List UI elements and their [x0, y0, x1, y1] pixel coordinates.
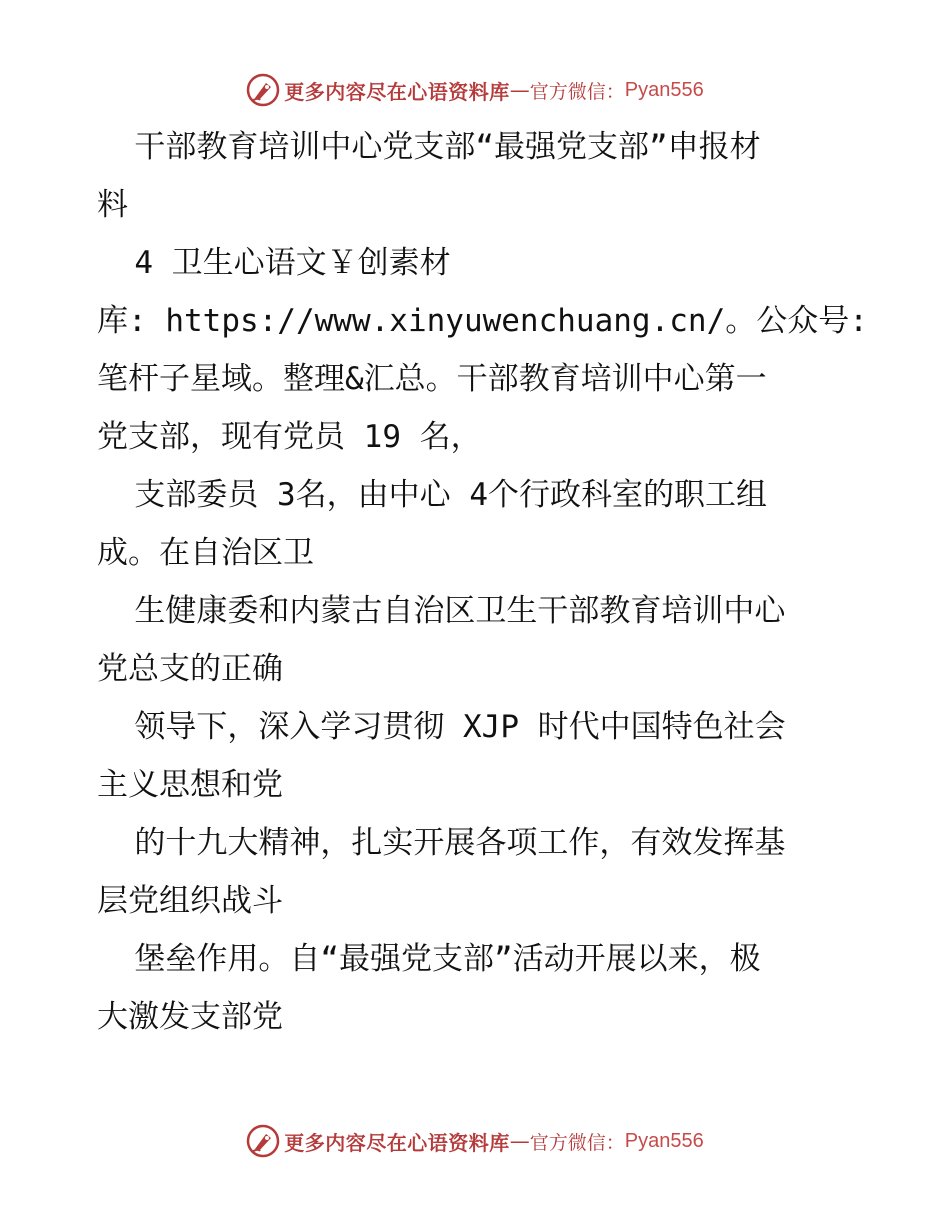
text-line: 生健康委和内蒙古自治区卫生干部教育培训中心: [97, 593, 786, 629]
banner-wechat-label: 官方微信：: [529, 80, 625, 103]
text-line: 成。在自治区卫: [97, 535, 314, 571]
banner-wechat-id: Pyan556: [624, 78, 704, 101]
text-line: 笔杆子星域。整理&汇总。干部教育培训中心第一: [97, 361, 767, 397]
banner-separator: —: [509, 78, 530, 102]
banner-wechat-label: 官方微信：: [529, 1131, 625, 1154]
document-body: [97, 118, 867, 1046]
banner-text: 更多内容尽在心语资料库: [284, 79, 510, 104]
text-line: 层党组织战斗: [97, 883, 283, 919]
text-line: 主义思想和党: [97, 767, 283, 803]
banner-text: 更多内容尽在心语资料库: [284, 1130, 510, 1155]
pen-nib-logo-icon: [246, 1124, 280, 1158]
text-line: 料: [97, 187, 128, 223]
header-watermark-banner: [0, 70, 950, 110]
footer-watermark-banner: [0, 1121, 950, 1161]
banner-wechat-id: Pyan556: [624, 1129, 704, 1152]
banner-separator: —: [509, 1129, 530, 1153]
text-line: 领导下，深入学习贯彻 XJP 时代中国特色社会: [97, 709, 786, 745]
text-line: 4 卫生心语文￥创素材: [97, 245, 451, 281]
text-line: 库: https://www.xinyuwenchuang.cn/。公众号:: [97, 303, 868, 339]
text-line: 党支部，现有党员 19 名，: [97, 419, 482, 455]
text-line: 干部教育培训中心党支部“最强党支部”申报材: [97, 129, 761, 165]
text-line: 支部委员 3名，由中心 4个行政科室的职工组: [97, 477, 767, 513]
text-line: 党总支的正确: [97, 651, 283, 687]
text-line: 大激发支部党: [97, 999, 283, 1035]
text-line: 的十九大精神，扎实开展各项工作，有效发挥基: [97, 825, 786, 861]
pen-nib-logo-icon: [246, 73, 280, 107]
text-line: 堡垒作用。自“最强党支部”活动开展以来，极: [97, 941, 761, 977]
